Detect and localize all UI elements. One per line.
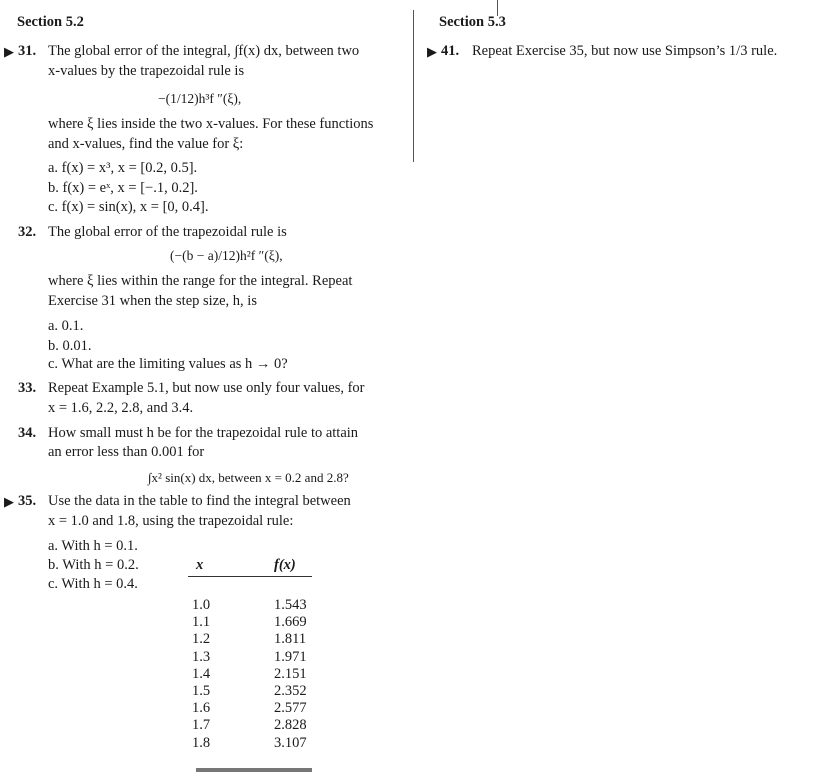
exercise-part-a: a. With h = 0.1.	[48, 538, 138, 554]
exercise-text-line: The global error of the trapezoidal rule is	[48, 224, 287, 240]
table-header-x: x	[196, 557, 204, 573]
table-bottom-rule	[196, 768, 312, 772]
table-cell-fx: 3.107	[274, 734, 307, 751]
table-cell-fx: 2.352	[274, 683, 307, 700]
exercise-text-line: Repeat Exercise 35, but now use Simpson’s 1/3 rule.	[472, 43, 778, 59]
exercise-marker-icon: ▶	[4, 494, 14, 509]
exercise-marker-icon: ▶	[4, 44, 14, 59]
table-cell-x: 1.3	[192, 648, 211, 665]
exercise-part-a: a. 0.1.	[48, 318, 84, 334]
error-formula: (−(b − a)/12)h²f ″(ξ),	[170, 248, 283, 263]
exercise-text-line: where ξ lies inside the two x-values. For these functions	[48, 116, 374, 132]
table-column-fx	[274, 597, 307, 752]
exercise-text-line: How small must h be for the trapezoidal rule to attain	[48, 425, 359, 441]
exercise-text-line: x-values by the trapezoidal rule is	[48, 63, 245, 79]
table-cell-fx: 2.577	[274, 700, 307, 717]
exercise-text-line: and x-values, find the value for ξ:	[48, 136, 244, 152]
exercise-part-a: a. f(x) = x³, x = [0.2, 0.5].	[48, 160, 198, 176]
table-cell-fx: 1.971	[274, 648, 307, 665]
table-header-rule	[188, 576, 312, 577]
table-cell-x: 1.1	[192, 614, 211, 631]
exercise-text-line: The global error of the integral, ∫f(x) dx, between two	[48, 43, 360, 59]
table-cell-fx: 2.828	[274, 717, 307, 734]
exercise-part-c: c. With h = 0.4.	[48, 576, 138, 592]
exercise-number: 35.	[18, 493, 37, 509]
error-formula: −(1/12)h³f ″(ξ),	[158, 91, 242, 106]
table-cell-fx: 1.543	[274, 597, 307, 613]
exercise-number: 33.	[18, 380, 37, 396]
exercise-text-line: Repeat Example 5.1, but now use only four values, for	[48, 380, 365, 396]
table-cell-x: 1.7	[192, 717, 211, 734]
exercise-text-line: x = 1.6, 2.2, 2.8, and 3.4.	[48, 400, 194, 416]
exercise-number: 32.	[18, 224, 37, 240]
table-cell-x: 1.2	[192, 631, 211, 648]
table-cell-x: 1.5	[192, 683, 211, 700]
table-column-x	[192, 597, 210, 752]
exercise-number: 41.	[441, 43, 460, 59]
exercise-text-line: x = 1.0 and 1.8, using the trapezoidal rule:	[48, 513, 294, 529]
table-cell-fx: 1.811	[274, 631, 307, 648]
exercise-part-c: c. What are the limiting values as h → 0?	[48, 356, 288, 372]
integral-formula: ∫x² sin(x) dx, between x = 0.2 and 2.8?	[148, 470, 349, 485]
table-cell-x: 1.8	[192, 734, 211, 751]
exercise-text-line: Use the data in the table to find the integral between	[48, 493, 351, 509]
table-cell-fx: 1.669	[274, 614, 307, 631]
exercise-number: 34.	[18, 425, 37, 441]
exercise-part-b: b. With h = 0.2.	[48, 557, 139, 573]
table-cell-fx: 2.151	[274, 665, 307, 682]
column-divider	[413, 10, 414, 162]
exercise-marker-icon: ▶	[427, 44, 437, 59]
exercise-part-b: b. 0.01.	[48, 338, 92, 354]
table-cell-x: 1.6	[192, 700, 211, 717]
section-heading-5-2: Section 5.2	[17, 14, 84, 30]
exercise-text-line: where ξ lies within the range for the integral. Repeat	[48, 273, 353, 289]
table-cell-x: 1.4	[192, 665, 211, 682]
section-heading-5-3: Section 5.3	[439, 14, 506, 30]
exercise-text-line: Exercise 31 when the step size, h, is	[48, 293, 257, 309]
table-header-fx: f(x)	[274, 557, 296, 573]
table-cell-x: 1.0	[192, 597, 211, 613]
exercise-text-line: an error less than 0.001 for	[48, 444, 205, 460]
exercise-number: 31.	[18, 43, 37, 59]
exercise-part-c: c. f(x) = sin(x), x = [0, 0.4].	[48, 199, 209, 215]
exercise-part-b: b. f(x) = eˣ, x = [−.1, 0.2].	[48, 180, 198, 196]
